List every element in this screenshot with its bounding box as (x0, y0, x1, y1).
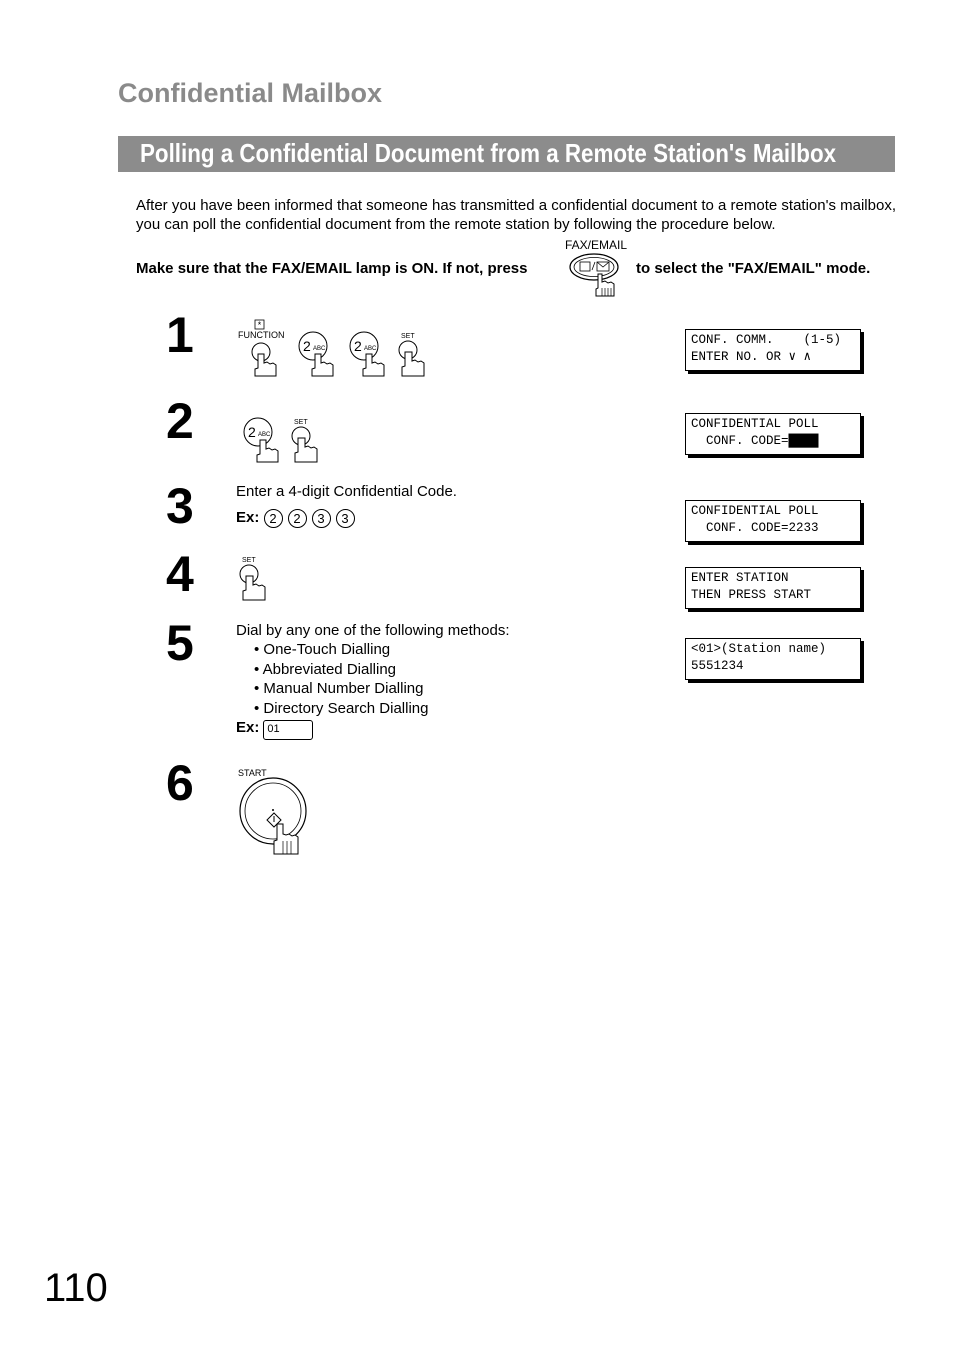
step-number: 3 (166, 478, 194, 534)
set-key-icon (292, 419, 317, 462)
key-2-icon (350, 332, 384, 376)
svg-text:ABC: ABC (364, 346, 377, 352)
start-key-icon (236, 766, 316, 858)
note-after: to select the "FAX/EMAIL" mode. (636, 260, 871, 277)
svg-text:ABC: ABC (313, 346, 326, 352)
step-number: 2 (166, 393, 194, 449)
lcd-display (685, 638, 861, 680)
set-key-icon (236, 554, 276, 604)
svg-text:SET: SET (401, 333, 415, 340)
fax-email-key-icon (566, 252, 626, 300)
lcd-line-1: CONFIDENTIAL POLL (691, 417, 819, 431)
step-number: 6 (166, 755, 194, 811)
page-number: 110 (44, 1266, 108, 1310)
lcd-line-2: 5551234 (691, 659, 744, 673)
lcd-display (685, 329, 861, 371)
method-item: • Abbreviated Dialling (254, 660, 397, 678)
lcd-line-2: CONF. CODE=████ (691, 434, 819, 448)
lcd-line-1: <01>(Station name) (691, 642, 827, 656)
function-key-icon (238, 320, 285, 376)
method-item: • Directory Search Dialling (254, 699, 429, 717)
lcd-display (685, 567, 861, 609)
lcd-line-1: CONFIDENTIAL POLL (691, 504, 819, 518)
example-label: Ex: (236, 509, 260, 527)
digit-key-icon: 2 (264, 509, 283, 528)
lcd-display (685, 500, 861, 542)
digit-key-icon: 3 (312, 509, 331, 528)
example-row (236, 508, 457, 528)
set-key-icon (399, 333, 424, 376)
svg-text:START: START (238, 768, 267, 778)
svg-text:2: 2 (354, 338, 362, 354)
step-5-text (236, 621, 510, 740)
svg-text:ABC: ABC (258, 432, 271, 438)
fax-email-key-label: FAX/EMAIL (565, 238, 628, 252)
step-3-text (236, 482, 457, 528)
digit-key-icon: 3 (336, 509, 355, 528)
lcd-line-2: ENTER NO. OR ∨ ∧ (691, 350, 812, 364)
page-title-banner (118, 136, 895, 172)
lcd-line-2: CONF. CODE=2233 (691, 521, 819, 535)
svg-text:*: * (257, 320, 262, 330)
step-instruction: Enter a 4-digit Confidential Code. (236, 483, 457, 500)
lcd-line-1: ENTER STATION (691, 571, 789, 585)
key-2-icon (299, 332, 333, 376)
note-before: Make sure that the FAX/EMAIL lamp is ON. If not, press (136, 260, 528, 277)
svg-text:FUNCTION: FUNCTION (238, 330, 285, 340)
method-item: • One-Touch Dialling (254, 641, 391, 659)
digit-key-icon: 2 (288, 509, 307, 528)
step-2-keys (238, 412, 328, 466)
method-item: • Manual Number Dialling (254, 680, 424, 698)
step-number: 1 (166, 307, 194, 363)
svg-text:2: 2 (248, 424, 256, 440)
one-touch-key-icon: 01 (263, 720, 313, 740)
example-row (236, 718, 510, 740)
svg-text:SET: SET (294, 419, 308, 426)
step-number: 4 (166, 546, 194, 602)
step-1-keys (236, 318, 436, 380)
page-title: Polling a Confidential Document from a Remote Station's Mailbox (140, 138, 837, 168)
lcd-line-2: THEN PRESS START (691, 588, 812, 602)
example-label: Ex: (236, 719, 260, 737)
svg-text:2: 2 (303, 338, 311, 354)
lcd-line-1: CONF. COMM. (1-5) (691, 333, 842, 347)
key-2-icon (244, 418, 278, 462)
step-instruction: Dial by any one of the following methods: (236, 622, 510, 639)
step-number: 5 (166, 615, 194, 671)
lcd-display (685, 413, 861, 455)
section-title: Confidential Mailbox (118, 78, 383, 108)
intro-paragraph: After you have been informed that someone has transmitted a confidential document to a remote station's mailbox, you can poll the confidential document from the remote station by following the procedure below. (136, 197, 896, 233)
svg-text:SET: SET (242, 557, 256, 564)
